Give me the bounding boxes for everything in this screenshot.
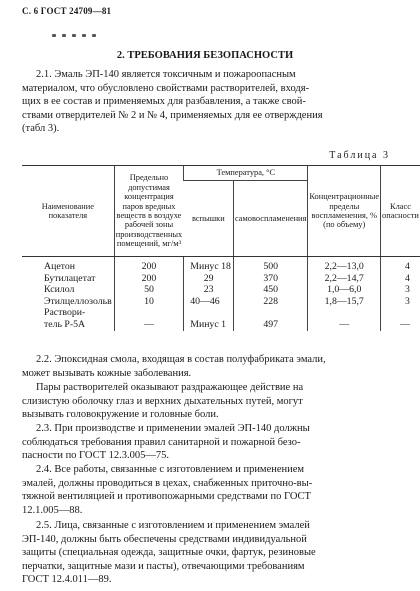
paragraph-2-1 — [22, 68, 394, 136]
cell-flash: 29 — [184, 273, 234, 285]
cell-hazard: 3 — [381, 284, 420, 296]
cell-autoign: 500 — [233, 257, 307, 273]
cell-mac: 200 — [114, 257, 184, 273]
paragraph-2-2-vapors — [22, 381, 394, 422]
cell-autoign: 370 — [233, 273, 307, 285]
table-label: Таблица 3 — [329, 150, 390, 161]
cell-flash: 40—46 — [184, 296, 234, 308]
paragraph-2-4 — [22, 463, 394, 517]
cell-name: тель Р-5А — [44, 318, 86, 330]
text-line: ствами отвердителей № 2 и № 4, применяемых для ее отверждения — [22, 109, 323, 121]
cell-flash — [184, 307, 234, 319]
text-line: пасности по ГОСТ 12.3.005—75. — [22, 450, 169, 462]
text-line: Пары растворителей оказывают раздражающее действие на — [36, 382, 304, 393]
cell-conc: 2,2—14,7 — [308, 273, 381, 285]
header-flash-point: вспышки — [184, 181, 234, 257]
cell-conc: 2,2—13,0 — [308, 257, 381, 273]
dot — [82, 34, 86, 37]
cell-mac: 200 — [114, 273, 184, 285]
cell-conc: 1,0—6,0 — [308, 284, 381, 296]
cell-autoign: 228 — [233, 296, 307, 308]
cell-hazard: 4 — [381, 257, 420, 273]
dot — [52, 34, 56, 37]
cell-hazard: 4 — [381, 273, 420, 285]
cell-name: Раствори- — [44, 307, 86, 319]
text-line: 2.5. Лица, связанные с изготовлением и применением эмалей — [36, 520, 310, 531]
header-concentration-limits: Концентрационные пределы воспламенения, % (по объему) — [308, 166, 381, 257]
text-line: 2.4. Все работы, связанные с изготовлением и применением — [36, 464, 305, 475]
paragraph-2-2 — [22, 353, 394, 380]
table-row — [22, 296, 420, 308]
text-line: тяжной вентиляцией и противопожарными средствами по ГОСТ — [22, 491, 311, 503]
header-name: Наименование показателя — [22, 166, 114, 257]
cell-mac — [114, 307, 184, 319]
header-temperature: Температура, °С — [184, 166, 308, 181]
paragraph-2-3 — [22, 422, 394, 463]
text-line: материалом, что обусловлено свойствами растворителей, входя- — [22, 82, 310, 94]
cell-name: Этилцеллозольв — [44, 295, 112, 307]
table-row — [22, 307, 420, 319]
text-line: слизистую оболочку глаз и верхних дыхательных путей, могут — [22, 395, 303, 407]
text-line: (табл 3). — [22, 123, 60, 135]
cell-mac: 10 — [114, 296, 184, 308]
cell-name: Ксилол — [44, 284, 75, 296]
text-line: эмалей, должны проводиться в цехах, снабженных приточно-вы- — [22, 477, 313, 489]
text-line: вызывать головокружение и головные боли. — [22, 409, 219, 421]
header-autoignition: самовоспламенения — [233, 181, 307, 257]
text-line: 2.3. При производстве и применении эмалей ЭП-140 должны — [36, 423, 310, 434]
cell-conc: 1,8—15,7 — [308, 296, 381, 308]
cell-flash: Минус 1 — [184, 319, 234, 331]
text-line: может вызывать кожные заболевания. — [22, 367, 192, 379]
safety-data-table — [22, 165, 420, 331]
text-line: перчатки, защитные мази и пасты), отвечающими требованиям — [22, 560, 305, 572]
text-line: 2.1. Эмаль ЭП-140 является токсичным и пожароопасным — [36, 69, 296, 80]
text-line: 12.1.005—88. — [22, 504, 83, 516]
cell-flash: Минус 18 — [184, 257, 234, 273]
dot — [62, 34, 66, 37]
cell-autoign: 450 — [233, 284, 307, 296]
table-row — [22, 284, 420, 296]
text-line: ГОСТ 12.4.011—89. — [22, 574, 112, 586]
table-row — [22, 273, 420, 285]
header-mac: Предельно допустимая концентрация паров вредных веществ в воздухе рабочей зоны производственных помещений, мг/м³ — [114, 166, 184, 257]
page-header: С. 6 ГОСТ 24709—81 — [22, 6, 112, 16]
cell-conc — [308, 307, 381, 319]
cell-conc: — — [308, 319, 381, 331]
cell-name: Ацетон — [44, 261, 75, 272]
cell-mac: 50 — [114, 284, 184, 296]
cell-hazard — [381, 307, 420, 319]
cell-autoign — [233, 307, 307, 319]
cell-autoign: 497 — [233, 319, 307, 331]
text-line: 2.2. Эпоксидная смола, входящая в состав полуфабриката эмали, — [36, 354, 326, 365]
paragraph-2-5 — [22, 519, 394, 587]
header-hazard-class: Класс опасности — [381, 166, 420, 257]
text-line: ЭП-140, должны быть обеспечены средствами индивидуальной — [22, 533, 307, 545]
table-row — [22, 257, 420, 273]
decorative-dots — [52, 34, 96, 37]
cell-name: Бутилацетат — [44, 272, 96, 284]
table-row — [22, 319, 420, 331]
cell-flash: 23 — [184, 284, 234, 296]
text-line: соблюдаться требования правил санитарной и пожарной безо- — [22, 436, 301, 448]
cell-hazard: — — [381, 319, 420, 331]
text-line: защиты (специальная одежда, защитные очки, фартук, резиновые — [22, 547, 316, 559]
cell-mac: — — [114, 319, 184, 331]
dot — [72, 34, 76, 37]
cell-hazard: 3 — [381, 296, 420, 308]
dot — [92, 34, 96, 37]
section-title: 2. ТРЕБОВАНИЯ БЕЗОПАСНОСТИ — [116, 50, 294, 61]
text-line: щих в ее состав и применяемых для разбавления, а также свой- — [22, 96, 306, 108]
